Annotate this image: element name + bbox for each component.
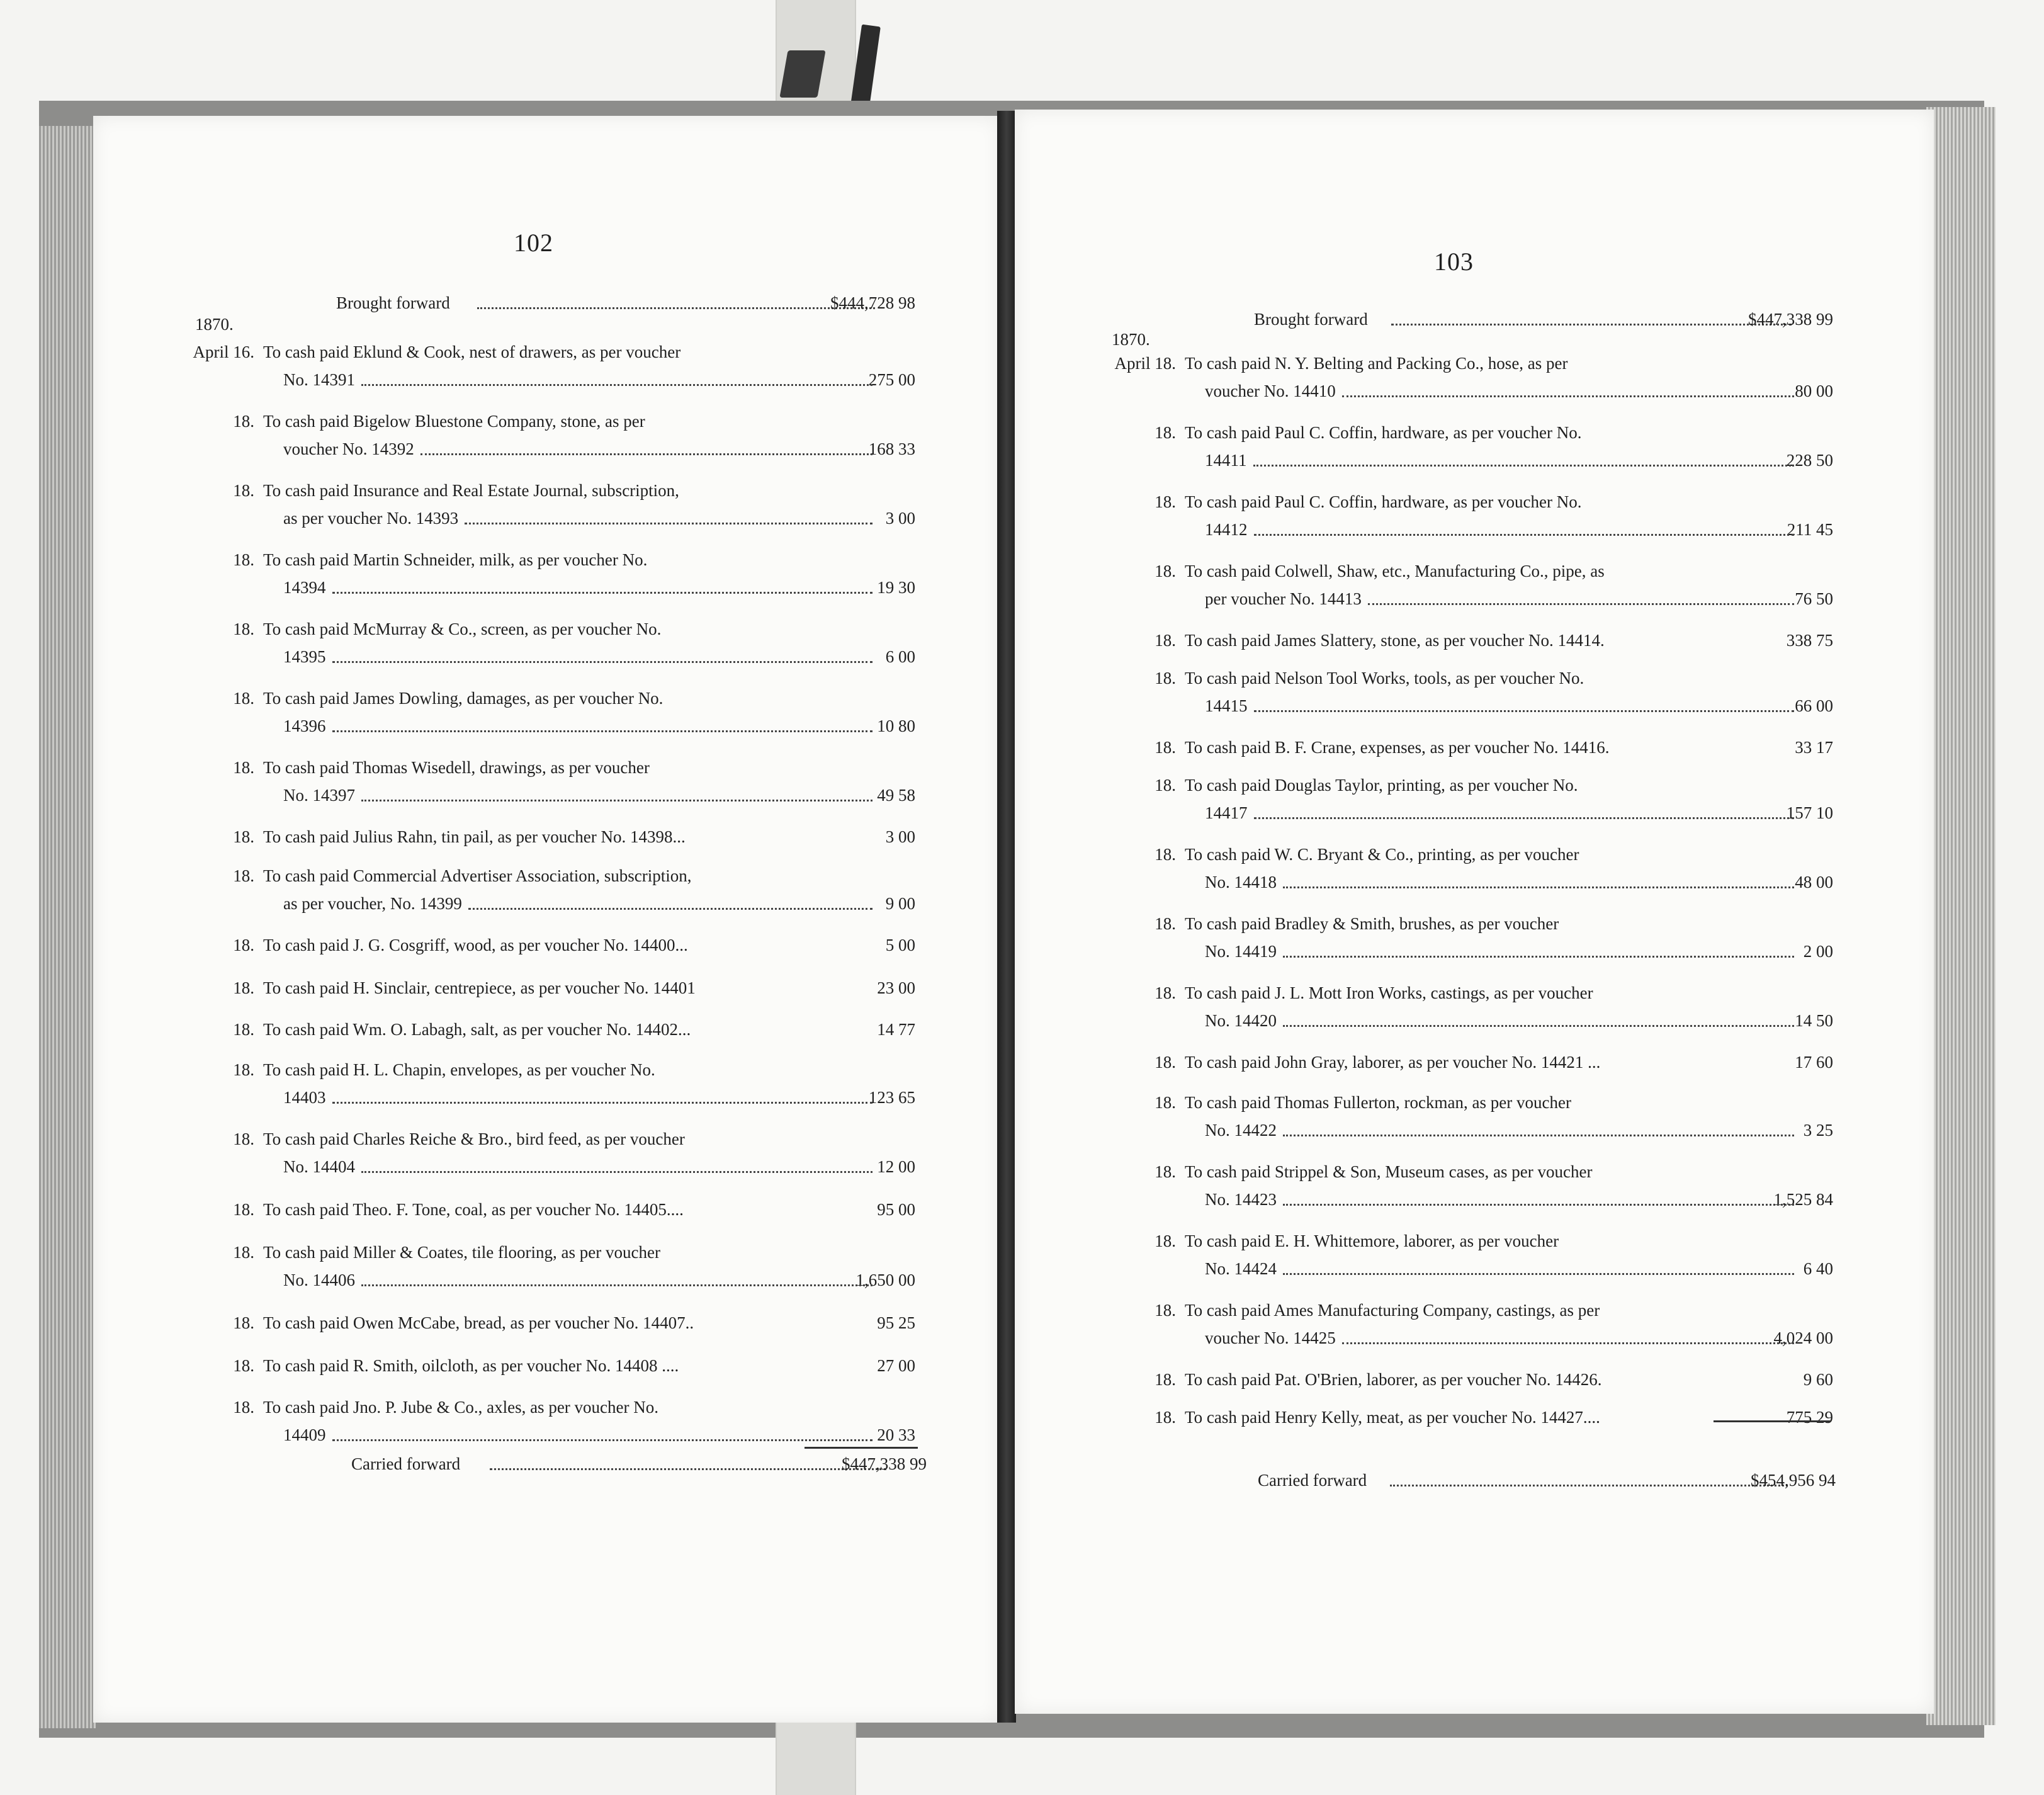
entry-voucher: 14409 [283,1425,326,1444]
entry-date: 18. [233,866,254,885]
entry-date: 18. [233,1356,254,1375]
entry-voucher: 14415 [1205,696,1248,715]
entry-date: 18. [1155,1093,1176,1112]
entry-amount: 80 00 [1795,382,1833,400]
entry-amount: 33 17 [1795,738,1833,757]
ledger-entry [93,1313,974,1341]
entry-date: 18. [233,936,254,954]
entry-voucher: voucher No. 14410 [1205,382,1336,400]
entry-date: 18. [233,550,254,569]
entry-date: 18. [233,1313,254,1332]
entry-amount: 3 25 [1803,1121,1833,1140]
leader-dots [332,730,872,732]
ledger-entry [93,1356,974,1384]
ledger-entry [1015,1301,1896,1357]
entry-voucher: voucher No. 14392 [283,439,414,458]
book-gutter [997,111,1016,1723]
entry-description: To cash paid McMurray & Co., screen, as per voucher No. [263,620,662,638]
entry-description: To cash paid B. F. Crane, expenses, as per voucher No. 14416. [1185,738,1610,757]
total-rule [1714,1420,1831,1422]
entry-voucher: 14395 [283,647,326,666]
entry-date: 18. [1155,983,1176,1002]
entry-description: To cash paid Paul C. Coffin, hardware, as per voucher No. [1185,423,1582,442]
entry-date: 18. [1155,1408,1176,1427]
entry-amount: 338 75 [1786,631,1833,650]
entry-amount: 123 65 [868,1088,915,1107]
ledger-entry [93,1130,974,1186]
entry-date: 18. [233,1060,254,1079]
carried-forward-label: Carried forward [1258,1471,1367,1490]
ledger-entry [1015,1053,1896,1080]
entry-description: To cash paid R. Smith, oilcloth, as per voucher No. 14408 .... [263,1356,679,1375]
ledger-entry [93,689,974,745]
entry-description: To cash paid Douglas Taylor, printing, as per voucher No. [1185,776,1578,795]
entry-description: To cash paid Colwell, Shaw, etc., Manufacturing Co., pipe, as [1185,562,1605,580]
entry-amount: 228 50 [1786,451,1833,470]
total-rule [805,1447,918,1449]
entry-voucher: 14417 [1205,803,1248,822]
entry-amount: 157 10 [1786,803,1833,822]
entry-date: 18. [233,620,254,638]
entry-amount: 275 00 [868,370,915,389]
entry-amount: 211 45 [1787,520,1833,539]
leader-dots [1368,603,1794,605]
entry-date: 18. [233,978,254,997]
entry-amount: 168 33 [868,439,915,458]
entry-amount: 1,650 00 [855,1271,915,1289]
entry-amount: 12 00 [877,1157,915,1176]
entry-amount: 48 00 [1795,873,1833,892]
entry-description: To cash paid Pat. O'Brien, laborer, as per voucher No. 14426. [1185,1370,1602,1389]
ledger-entry [93,550,974,607]
entry-amount: 49 58 [877,786,915,805]
ledger-entry [1015,776,1896,832]
ledger-entry [93,343,974,399]
entry-description: To cash paid Thomas Wisedell, drawings, as per voucher [263,758,650,777]
entry-amount: 775 29 [1786,1408,1833,1427]
entry-description: To cash paid Theo. F. Tone, coal, as per voucher No. 14405.... [263,1200,684,1219]
ledger-entry [1015,1093,1896,1150]
entry-date: 18. [1155,776,1176,795]
ledger-entry [1015,738,1896,766]
ledger-entry [93,827,974,855]
entry-amount: 2 00 [1803,942,1833,961]
entry-date: 18. [233,827,254,846]
ledger-entry [1015,1370,1896,1398]
entry-description: To cash paid Strippel & Son, Museum cases, as per voucher [1185,1162,1593,1181]
ledger-entry [93,1243,974,1300]
entry-description: To cash paid W. C. Bryant & Co., printing, as per voucher [1185,845,1579,864]
brought-forward-amount: $444,728 98 [830,293,915,312]
leader-dots [361,384,872,386]
entry-date: 18. [233,412,254,431]
entry-description: To cash paid Charles Reiche & Bro., bird feed, as per voucher [263,1130,685,1148]
entry-date: April 16. [193,343,254,361]
ledger-entry [1015,631,1896,659]
entry-description: To cash paid Thomas Fullerton, rockman, as per voucher [1185,1093,1571,1112]
page-number: 102 [514,229,553,257]
entry-date: 18. [1155,669,1176,688]
entry-description: To cash paid Eklund & Cook, nest of drawers, as per voucher [263,343,681,361]
entry-date: 18. [1155,1370,1176,1389]
leader-dots [1283,1025,1794,1027]
entry-voucher: No. 14418 [1205,873,1277,892]
entry-date: 18. [1155,738,1176,757]
entry-date: 18. [1155,1232,1176,1250]
carried-forward-label: Carried forward [351,1454,461,1473]
entry-amount: 5 00 [885,936,915,954]
entry-description: To cash paid James Dowling, damages, as per voucher No. [263,689,663,708]
ledger-entry [93,412,974,468]
ledger-entry [1015,562,1896,618]
leader-dots [421,453,872,455]
ledger-entry [93,481,974,538]
ledger-entry [93,758,974,815]
entry-description: To cash paid Miller & Coates, tile flooring, as per voucher [263,1243,660,1262]
entry-description: To cash paid Commercial Advertiser Association, subscription, [263,866,692,885]
leader-dots [361,1171,872,1173]
leader-dots [332,592,872,594]
entry-amount: 9 00 [885,894,915,913]
entry-voucher: No. 14422 [1205,1121,1277,1140]
carried-forward-amount: $454,956 94 [1751,1471,1836,1490]
ledger-entry [1015,423,1896,480]
entry-voucher: No. 14419 [1205,942,1277,961]
entry-date: 18. [233,1020,254,1039]
entry-date: 18. [233,1200,254,1219]
ledger-entry [1015,845,1896,902]
leader-dots [1342,395,1794,397]
entry-date: 18. [1155,1053,1176,1072]
entry-voucher: No. 14404 [283,1157,355,1176]
entry-voucher: voucher No. 14425 [1205,1328,1336,1347]
leader-dots [1283,1204,1794,1206]
year-label: 1870. [195,315,234,334]
ledger-entry [93,866,974,923]
entry-voucher: 14396 [283,716,326,735]
entry-description: To cash paid James Slattery, stone, as per voucher No. 14414. [1185,631,1605,650]
entry-amount: 3 00 [885,509,915,528]
entry-amount: 4,024 00 [1773,1328,1833,1347]
right-page [1015,110,1934,1714]
brought-forward-amount: $447,338 99 [1748,310,1833,329]
entry-amount: 14 50 [1795,1011,1833,1030]
leader-dots [1254,710,1794,712]
page-edges-left [39,126,96,1728]
leader-dots [1283,956,1794,958]
entry-date: 18. [1155,845,1176,864]
entry-amount: 27 00 [877,1356,915,1375]
entry-description: To cash paid John Gray, laborer, as per voucher No. 14421 ... [1185,1053,1601,1072]
entry-voucher: as per voucher No. 14393 [283,509,459,528]
entry-description: To cash paid J. G. Cosgriff, wood, as per voucher No. 14400... [263,936,688,954]
entry-date: 18. [233,481,254,500]
entry-description: To cash paid Nelson Tool Works, tools, as per voucher No. [1185,669,1584,688]
entry-description: To cash paid N. Y. Belting and Packing Co., hose, as per [1185,354,1568,373]
entry-date: 18. [1155,1162,1176,1181]
ledger-entry [1015,669,1896,725]
entry-description: To cash paid Ames Manufacturing Company, castings, as per [1185,1301,1600,1320]
entry-description: To cash paid Wm. O. Labagh, salt, as per voucher No. 14402... [263,1020,691,1039]
entry-amount: 10 80 [877,716,915,735]
entry-voucher: as per voucher, No. 14399 [283,894,462,913]
ledger-entry [1015,983,1896,1040]
entry-date: 18. [233,758,254,777]
ledger-entry [93,1398,974,1454]
entry-date: 18. [233,689,254,708]
entry-date: 18. [1155,423,1176,442]
ledger-entry [93,620,974,676]
entry-voucher: No. 14397 [283,786,355,805]
brought-forward-label: Brought forward [1254,310,1368,329]
entry-description: To cash paid Jno. P. Jube & Co., axles, as per voucher No. [263,1398,659,1417]
entry-amount: 9 60 [1803,1370,1833,1389]
entry-voucher: No. 14420 [1205,1011,1277,1030]
entry-date: April 18. [1114,354,1176,373]
entry-amount: 76 50 [1795,589,1833,608]
entry-amount: 23 00 [877,978,915,997]
entry-voucher: No. 14391 [283,370,355,389]
entry-voucher: per voucher No. 14413 [1205,589,1362,608]
leader-dots [465,523,872,524]
ledger-entry [1015,1232,1896,1288]
entry-amount: 6 40 [1803,1259,1833,1278]
entry-description: To cash paid E. H. Whittemore, laborer, as per voucher [1185,1232,1559,1250]
entry-voucher: 14394 [283,578,326,597]
leader-dots [332,1102,872,1104]
leader-dots [1283,1135,1794,1136]
leader-dots [468,908,872,910]
ledger-entry [93,1060,974,1117]
leader-dots [1254,817,1794,819]
entry-description: To cash paid Paul C. Coffin, hardware, as per voucher No. [1185,492,1582,511]
entry-description: To cash paid Bradley & Smith, brushes, as per voucher [1185,914,1559,933]
entry-description: To cash paid Julius Rahn, tin pail, as per voucher No. 14398... [263,827,686,846]
page-number: 103 [1434,247,1474,276]
entry-amount: 95 00 [877,1200,915,1219]
entry-voucher: 14403 [283,1088,326,1107]
entry-amount: 17 60 [1795,1053,1833,1072]
entry-amount: 95 25 [877,1313,915,1332]
entry-amount: 20 33 [877,1425,915,1444]
left-page [93,116,1000,1723]
entry-voucher: 14412 [1205,520,1248,539]
entry-date: 18. [1155,492,1176,511]
entry-voucher: No. 14424 [1205,1259,1277,1278]
ledger-entry [93,1020,974,1048]
leader-dots [1342,1342,1794,1344]
brought-forward-label: Brought forward [336,293,450,312]
entry-date: 18. [1155,1301,1176,1320]
entry-description: To cash paid J. L. Mott Iron Works, castings, as per voucher [1185,983,1593,1002]
entry-description: To cash paid Henry Kelly, meat, as per voucher No. 14427.... [1185,1408,1600,1427]
entry-description: To cash paid Bigelow Bluestone Company, stone, as per [263,412,645,431]
entry-amount: 14 77 [877,1020,915,1039]
entry-date: 18. [1155,631,1176,650]
leader-dots [1253,465,1794,467]
carried-forward-amount: $447,338 99 [842,1454,927,1473]
entry-amount: 1,525 84 [1773,1190,1833,1209]
entry-date: 18. [233,1243,254,1262]
leader-dots [361,1284,872,1286]
entry-amount: 6 00 [885,647,915,666]
entry-voucher: No. 14423 [1205,1190,1277,1209]
ledger-entry [93,1200,974,1228]
ledger-entry [93,978,974,1006]
ledger-entry [93,936,974,963]
entry-amount: 19 30 [877,578,915,597]
leader-dots [361,800,872,801]
entry-description: To cash paid H. Sinclair, centrepiece, as per voucher No. 14401 [263,978,696,997]
entry-date: 18. [233,1130,254,1148]
entry-voucher: 14411 [1205,451,1247,470]
leader-dots [1254,534,1794,536]
entry-date: 18. [1155,562,1176,580]
leader-dots [332,661,872,663]
entry-description: To cash paid Owen McCabe, bread, as per voucher No. 14407.. [263,1313,694,1332]
leader-dots [332,1439,872,1441]
ledger-entry [1015,354,1896,411]
ledger-entry [1015,1162,1896,1219]
entry-date: 18. [233,1398,254,1417]
entry-description: To cash paid Martin Schneider, milk, as per voucher No. [263,550,648,569]
ledger-entry [1015,492,1896,549]
entry-amount: 66 00 [1795,696,1833,715]
leader-dots [1283,886,1794,888]
leader-dots [1283,1273,1794,1275]
page-edges-right [1926,107,1996,1725]
entry-description: To cash paid H. L. Chapin, envelopes, as per voucher No. [263,1060,655,1079]
year-label: 1870. [1112,330,1150,349]
entry-voucher: No. 14406 [283,1271,355,1289]
entry-description: To cash paid Insurance and Real Estate Journal, subscription, [263,481,679,500]
entry-date: 18. [1155,914,1176,933]
entry-amount: 3 00 [885,827,915,846]
ledger-entry [1015,914,1896,971]
